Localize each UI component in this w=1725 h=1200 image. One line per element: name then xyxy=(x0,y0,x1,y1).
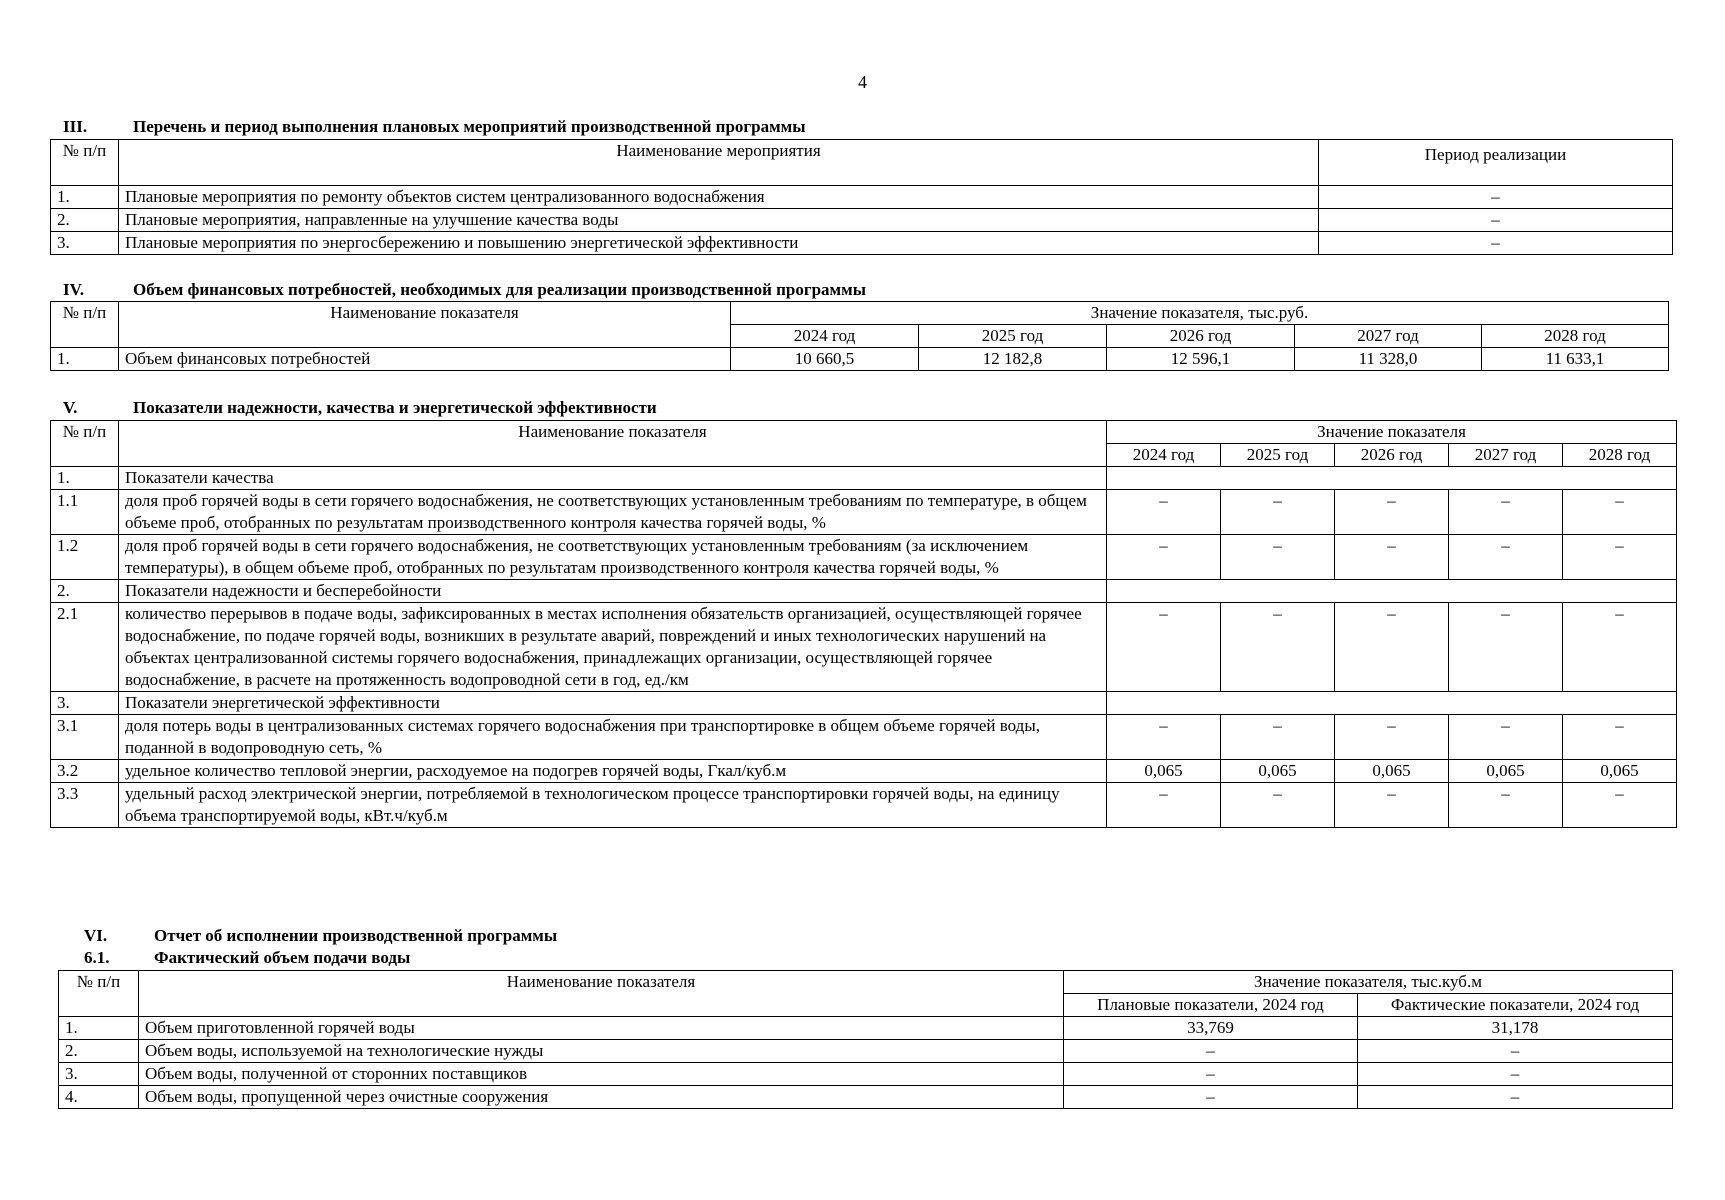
section-4-heading xyxy=(63,280,866,300)
row-name: доля потерь воды в централизованных системах горячего водоснабжения при транспортировке в общем объеме горячей воды, поданной в водопроводную сеть, % xyxy=(119,715,1107,760)
row-fact: – xyxy=(1358,1063,1673,1086)
row-value: 0,065 xyxy=(1335,760,1449,783)
section-6-table xyxy=(58,970,1673,1109)
col-no-header: № п/п xyxy=(59,971,139,1017)
row-value: – xyxy=(1449,783,1563,828)
row-name: Плановые мероприятия, направленные на улучшение качества воды xyxy=(119,209,1319,232)
row-plan: – xyxy=(1064,1063,1358,1086)
section-5-number: V. xyxy=(63,398,78,417)
row-plan: – xyxy=(1064,1086,1358,1109)
col-name-header: Наименование показателя xyxy=(139,971,1064,1017)
row-number: 1. xyxy=(51,186,119,209)
section-6-1-number: 6.1. xyxy=(84,948,110,967)
row-number: 3.1 xyxy=(51,715,119,760)
year-header: 2024 год xyxy=(731,325,919,348)
row-name: Объем приготовленной горячей воды xyxy=(139,1017,1064,1040)
section-6-1-title: Фактический объем подачи воды xyxy=(154,948,411,967)
row-value: – xyxy=(1563,535,1677,580)
row-empty xyxy=(1107,692,1677,715)
row-number: 3.3 xyxy=(51,783,119,828)
row-value: – xyxy=(1335,490,1449,535)
col-plan-header: Плановые показатели, 2024 год xyxy=(1064,994,1358,1017)
row-value: 0,065 xyxy=(1449,760,1563,783)
year-header: 2026 год xyxy=(1107,325,1295,348)
row-name: доля проб горячей воды в сети горячего водоснабжения, не соответствующих установленным требованиям (за исключением температуры), в общем объеме проб, отобранных по результатам производственного контроля качества горячей воды, % xyxy=(119,535,1107,580)
col-name-header: Наименование мероприятия xyxy=(119,140,1319,186)
row-name: Показатели качества xyxy=(119,467,1107,490)
row-value: – xyxy=(1449,603,1563,692)
row-value: – xyxy=(1221,715,1335,760)
row-number: 4. xyxy=(59,1086,139,1109)
row-value: – xyxy=(1221,783,1335,828)
table-row xyxy=(51,760,1677,783)
row-value: – xyxy=(1449,490,1563,535)
row-value: – xyxy=(1221,490,1335,535)
section-5-heading xyxy=(63,398,657,418)
row-number: 1.1 xyxy=(51,490,119,535)
col-fact-header: Фактические показатели, 2024 год xyxy=(1358,994,1673,1017)
section-6-number: VI. xyxy=(84,926,108,945)
table-row-group xyxy=(51,580,1677,603)
row-fact: 31,178 xyxy=(1358,1017,1673,1040)
row-fact: – xyxy=(1358,1086,1673,1109)
row-value: 0,065 xyxy=(1107,760,1221,783)
row-value: 11 328,0 xyxy=(1295,348,1482,371)
year-header: 2027 год xyxy=(1295,325,1482,348)
row-number: 1. xyxy=(51,467,119,490)
section-4-title: Объем финансовых потребностей, необходимых для реализации производственной программы xyxy=(133,280,866,299)
col-period-header: Период реализации xyxy=(1319,140,1673,186)
row-value: 12 182,8 xyxy=(919,348,1107,371)
row-period: – xyxy=(1319,186,1673,209)
year-header: 2027 год xyxy=(1449,444,1563,467)
row-plan: 33,769 xyxy=(1064,1017,1358,1040)
row-number: 3. xyxy=(59,1063,139,1086)
row-empty xyxy=(1107,467,1677,490)
row-name: Плановые мероприятия по энергосбережению и повышению энергетической эффективности xyxy=(119,232,1319,255)
table-row xyxy=(59,1086,1673,1109)
year-header: 2025 год xyxy=(1221,444,1335,467)
year-header: 2028 год xyxy=(1563,444,1677,467)
table-row xyxy=(51,535,1677,580)
row-name: Показатели энергетической эффективности xyxy=(119,692,1107,715)
table-row-group xyxy=(51,467,1677,490)
section-5-title: Показатели надежности, качества и энергетической эффективности xyxy=(133,398,657,417)
table-row xyxy=(51,209,1673,232)
row-number: 2. xyxy=(51,209,119,232)
row-value: – xyxy=(1221,603,1335,692)
row-name: Объем воды, пропущенной через очистные сооружения xyxy=(139,1086,1064,1109)
row-number: 2.1 xyxy=(51,603,119,692)
year-header: 2028 год xyxy=(1482,325,1669,348)
year-header: 2024 год xyxy=(1107,444,1221,467)
section-3-title: Перечень и период выполнения плановых мероприятий производственной программы xyxy=(133,117,806,136)
row-name: количество перерывов в подаче воды, зафиксированных в местах исполнения обязательств организацией, осуществляющей горячее водоснабжение, по подаче горячей воды, возникших в результате аварий, повреждений и иных технологических нарушений на объектах централизованной системы горячего водоснабжения, принадлежащих организации, осуществляющей горячее водоснабжение, в расчете на протяженность водопроводной сети в год, ед./км xyxy=(119,603,1107,692)
row-empty xyxy=(1107,580,1677,603)
table-row xyxy=(51,186,1673,209)
row-number: 3. xyxy=(51,692,119,715)
section-3-number: III. xyxy=(63,117,88,136)
col-name-header: Наименование показателя xyxy=(119,421,1107,467)
row-value: – xyxy=(1107,603,1221,692)
table-row xyxy=(51,715,1677,760)
row-value: 12 596,1 xyxy=(1107,348,1295,371)
row-value: – xyxy=(1107,535,1221,580)
row-period: – xyxy=(1319,232,1673,255)
row-value: – xyxy=(1563,715,1677,760)
row-value: – xyxy=(1107,715,1221,760)
row-value: – xyxy=(1107,490,1221,535)
page-number: 4 xyxy=(858,72,867,92)
row-plan: – xyxy=(1064,1040,1358,1063)
row-value: – xyxy=(1221,535,1335,580)
row-value: – xyxy=(1335,535,1449,580)
section-6-heading xyxy=(84,926,557,946)
row-value: 10 660,5 xyxy=(731,348,919,371)
table-row xyxy=(59,1017,1673,1040)
section-6-title: Отчет об исполнении производственной программы xyxy=(154,926,558,945)
row-period: – xyxy=(1319,209,1673,232)
row-name: Объем воды, используемой на технологические нужды xyxy=(139,1040,1064,1063)
table-row xyxy=(59,1063,1673,1086)
row-name: Объем воды, полученной от сторонних поставщиков xyxy=(139,1063,1064,1086)
section-3-heading xyxy=(63,117,806,137)
row-fact: – xyxy=(1358,1040,1673,1063)
table-row xyxy=(51,603,1677,692)
col-no-header: № п/п xyxy=(51,140,119,186)
row-value: 0,065 xyxy=(1563,760,1677,783)
row-name: Показатели надежности и бесперебойности xyxy=(119,580,1107,603)
section-4-number: IV. xyxy=(63,280,84,299)
col-value-header: Значение показателя xyxy=(1107,421,1677,444)
row-number: 3.2 xyxy=(51,760,119,783)
row-name: Объем финансовых потребностей xyxy=(119,348,731,371)
row-value: – xyxy=(1563,603,1677,692)
row-name: удельное количество тепловой энергии, расходуемое на подогрев горячей воды, Гкал/куб.м xyxy=(119,760,1107,783)
row-value: – xyxy=(1449,535,1563,580)
col-value-header: Значение показателя, тыс.руб. xyxy=(731,302,1669,325)
row-value: – xyxy=(1335,603,1449,692)
section-6-1-heading xyxy=(84,948,410,968)
col-name-header: Наименование показателя xyxy=(119,302,731,348)
row-value: – xyxy=(1335,783,1449,828)
table-row-group xyxy=(51,692,1677,715)
row-number: 1. xyxy=(59,1017,139,1040)
section-3-table xyxy=(50,139,1673,255)
row-value: 0,065 xyxy=(1221,760,1335,783)
row-number: 3. xyxy=(51,232,119,255)
year-header: 2025 год xyxy=(919,325,1107,348)
table-row xyxy=(59,1040,1673,1063)
col-no-header: № п/п xyxy=(51,421,119,467)
table-row xyxy=(51,348,1669,371)
row-value: – xyxy=(1563,783,1677,828)
row-value: – xyxy=(1563,490,1677,535)
row-number: 1.2 xyxy=(51,535,119,580)
row-name: удельный расход электрической энергии, потребляемой в технологическом процессе транспортировки горячей воды, на единицу объема транспортируемой воды, кВт.ч/куб.м xyxy=(119,783,1107,828)
row-number: 1. xyxy=(51,348,119,371)
row-value: – xyxy=(1449,715,1563,760)
row-value: 11 633,1 xyxy=(1482,348,1669,371)
table-row xyxy=(51,232,1673,255)
row-value: – xyxy=(1107,783,1221,828)
table-row xyxy=(51,783,1677,828)
year-header: 2026 год xyxy=(1335,444,1449,467)
section-5-table xyxy=(50,420,1677,828)
row-name: доля проб горячей воды в сети горячего водоснабжения, не соответствующих установленным требованиям по температуре, в общем объеме проб, отобранных по результатам производственного контроля качества горячей воды, % xyxy=(119,490,1107,535)
col-value-header: Значение показателя, тыс.куб.м xyxy=(1064,971,1673,994)
row-value: – xyxy=(1335,715,1449,760)
col-no-header: № п/п xyxy=(51,302,119,348)
row-number: 2. xyxy=(59,1040,139,1063)
row-number: 2. xyxy=(51,580,119,603)
table-row xyxy=(51,490,1677,535)
section-4-table xyxy=(50,301,1669,371)
row-name: Плановые мероприятия по ремонту объектов систем централизованного водоснабжения xyxy=(119,186,1319,209)
